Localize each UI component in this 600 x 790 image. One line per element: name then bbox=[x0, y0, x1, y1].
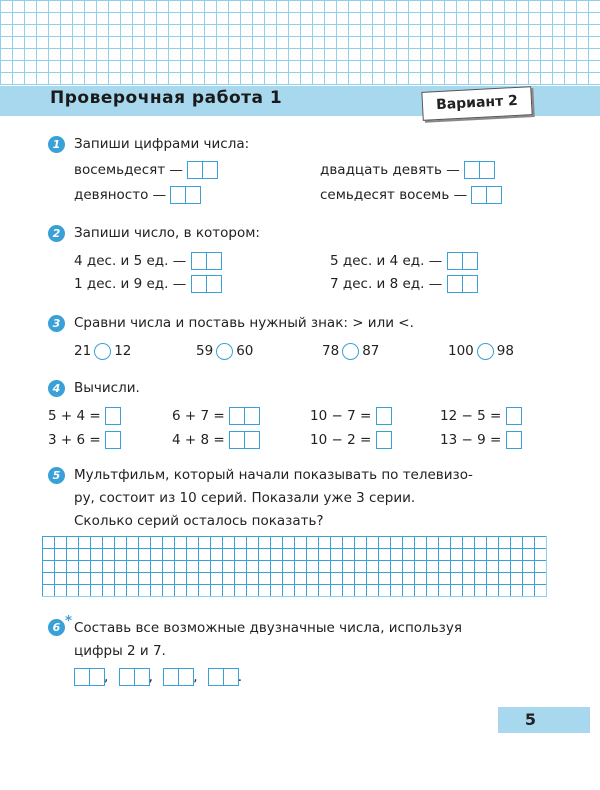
page-title: Проверочная работа 1 bbox=[50, 88, 283, 108]
answer-cells[interactable] bbox=[187, 161, 217, 179]
task-6-line: Составь все возможные двузначные числа, используя bbox=[74, 620, 462, 636]
task-4-text: Вычисли. bbox=[74, 380, 140, 396]
answer-cells[interactable] bbox=[74, 668, 104, 686]
answer-cells[interactable] bbox=[229, 431, 259, 449]
answer-cells[interactable] bbox=[208, 668, 238, 686]
expression-text: 4 + 8 = bbox=[172, 432, 225, 448]
task-1-item-label: двадцать девять — bbox=[320, 162, 460, 178]
answer-cells[interactable] bbox=[464, 161, 494, 179]
task-1-item bbox=[74, 186, 200, 204]
task-5-number-icon: 5 bbox=[48, 467, 65, 484]
compare-pair bbox=[74, 342, 131, 360]
task-2-item bbox=[330, 252, 477, 270]
answer-cells[interactable] bbox=[506, 431, 521, 449]
separator-dot: . bbox=[237, 669, 243, 685]
answer-cells[interactable] bbox=[191, 275, 221, 293]
task-2-number-icon: 2 bbox=[48, 225, 65, 242]
expression bbox=[172, 407, 259, 425]
answer-cells[interactable] bbox=[163, 668, 193, 686]
expression-text: 13 − 9 = bbox=[440, 432, 502, 448]
compare-pair bbox=[448, 342, 514, 360]
task-2-item-label: 1 дес. и 9 ед. — bbox=[74, 276, 187, 292]
separator-comma: , bbox=[193, 669, 198, 685]
expression bbox=[48, 407, 120, 425]
task-1-text: Запиши цифрами числа: bbox=[74, 136, 250, 152]
task-2-item bbox=[74, 275, 221, 293]
answer-cells[interactable] bbox=[105, 431, 120, 449]
task-1-item-label: семьдесят восемь — bbox=[320, 187, 468, 203]
expression bbox=[172, 431, 259, 449]
answer-cells[interactable] bbox=[191, 252, 221, 270]
task-5-line: Мультфильм, который начали показывать по телевизо- bbox=[74, 467, 473, 483]
compare-b: 60 bbox=[236, 343, 254, 359]
task-2-item-label: 5 дес. и 4 ед. — bbox=[330, 253, 443, 269]
expression-text: 5 + 4 = bbox=[48, 408, 101, 424]
expression-text: 10 − 7 = bbox=[310, 408, 372, 424]
expression-text: 6 + 7 = bbox=[172, 408, 225, 424]
compare-sign-circle[interactable] bbox=[477, 343, 494, 360]
footer-bar bbox=[498, 707, 590, 733]
expression bbox=[440, 431, 521, 449]
answer-cells[interactable] bbox=[170, 186, 200, 204]
task-2-item bbox=[330, 275, 477, 293]
task-3-text: Сравни числа и поставь нужный знак: > или <. bbox=[74, 315, 414, 331]
task-2-item bbox=[74, 252, 221, 270]
compare-sign-circle[interactable] bbox=[342, 343, 359, 360]
compare-b: 87 bbox=[362, 343, 380, 359]
compare-a: 100 bbox=[448, 343, 474, 359]
task-1-item bbox=[320, 161, 494, 179]
task-1-number-icon: 1 bbox=[48, 136, 65, 153]
task-1-item bbox=[74, 161, 217, 179]
star-icon: * bbox=[65, 613, 73, 629]
expression bbox=[310, 431, 391, 449]
answer-cells[interactable] bbox=[447, 275, 477, 293]
compare-pair bbox=[322, 342, 379, 360]
task-6-answers bbox=[74, 668, 242, 686]
task-5-line: Сколько серий осталось показать? bbox=[74, 513, 324, 529]
compare-a: 59 bbox=[196, 343, 214, 359]
answer-cells[interactable] bbox=[119, 668, 149, 686]
answer-cells[interactable] bbox=[229, 407, 259, 425]
compare-a: 78 bbox=[322, 343, 340, 359]
task-2-item-label: 7 дес. и 8 ед. — bbox=[330, 276, 443, 292]
compare-b: 12 bbox=[114, 343, 132, 359]
expression bbox=[48, 431, 120, 449]
task-1-item bbox=[320, 186, 501, 204]
separator-comma: , bbox=[104, 669, 109, 685]
compare-sign-circle[interactable] bbox=[216, 343, 233, 360]
compare-a: 21 bbox=[74, 343, 92, 359]
answer-cells[interactable] bbox=[376, 407, 391, 425]
task-3-number-icon: 3 bbox=[48, 315, 65, 332]
task-1-item-label: девяносто — bbox=[74, 187, 167, 203]
task-4-number-icon: 4 bbox=[48, 380, 65, 397]
answer-cells[interactable] bbox=[376, 431, 391, 449]
top-grid-area bbox=[0, 0, 600, 85]
task-6-number-icon: 6 bbox=[48, 619, 65, 636]
compare-pair bbox=[196, 342, 253, 360]
task-2-item-label: 4 дес. и 5 ед. — bbox=[74, 253, 187, 269]
answer-cells[interactable] bbox=[471, 186, 501, 204]
expression-text: 3 + 6 = bbox=[48, 432, 101, 448]
task-2-text: Запиши число, в котором: bbox=[74, 225, 260, 241]
task-5-line: ру, состоит из 10 серий. Показали уже 3 серии. bbox=[74, 490, 416, 506]
compare-b: 98 bbox=[496, 343, 514, 359]
answer-cells[interactable] bbox=[447, 252, 477, 270]
expression-text: 10 − 2 = bbox=[310, 432, 372, 448]
expression bbox=[310, 407, 391, 425]
task-1-item-label: восемьдесят — bbox=[74, 162, 183, 178]
expression-text: 12 − 5 = bbox=[440, 408, 502, 424]
page-number: 5 bbox=[524, 710, 536, 729]
answer-grid[interactable] bbox=[42, 536, 547, 597]
answer-cells[interactable] bbox=[105, 407, 120, 425]
answer-cells[interactable] bbox=[506, 407, 521, 425]
task-6-line: цифры 2 и 7. bbox=[74, 643, 166, 659]
expression bbox=[440, 407, 521, 425]
variant-label: Вариант 2 bbox=[421, 86, 532, 121]
separator-comma: , bbox=[148, 669, 153, 685]
compare-sign-circle[interactable] bbox=[94, 343, 111, 360]
